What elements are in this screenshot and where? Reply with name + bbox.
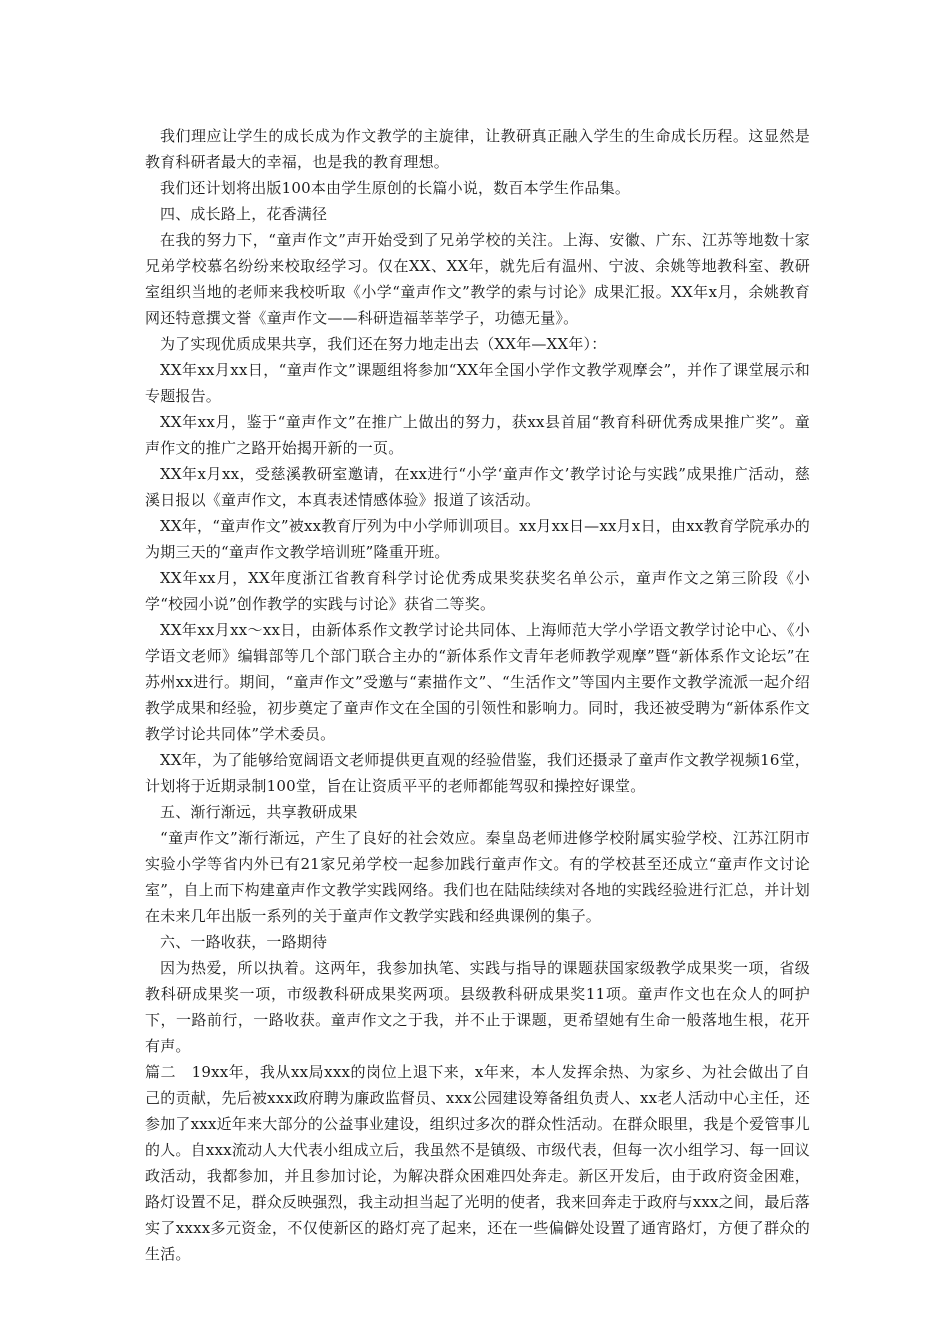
paragraph: 因为热爱，所以执着。这两年，我参加执笔、实践与指导的课题获国家级教学成果奖一项，省级教科研成果奖一项，市级教科研成果奖两项。县级教科研成果奖11项。童声作文也在众人的呵护下，一路前行，一路收获。童声作文之于我，并不止于课题，更希望她有生命一般落地生根，花开有声。 bbox=[145, 959, 810, 1055]
section-heading: 六、一路收获，一路期待 bbox=[160, 933, 328, 951]
paragraph: 我们理应让学生的成长成为作文教学的主旋律，让教研真正融入学生的生命成长历程。这显然是教育科研者最大的幸福，也是我的教育理想。 bbox=[145, 127, 810, 171]
paragraph: 为了实现优质成果共享，我们还在努力地走出去（XX年—XX年）： bbox=[160, 335, 607, 353]
section-heading: 四、成长路上，花香满径 bbox=[160, 205, 328, 223]
paragraph: XX年，“童声作文”被xx教育厅列为中小学师训项目。xx月xx日—xx月x日，由xx教育学院承办的为期三天的“童声作文教学培训班”隆重开班。 bbox=[145, 517, 810, 561]
paragraph: 我们还计划将出版100本由学生原创的长篇小说，数百本学生作品集。 bbox=[160, 179, 631, 197]
paragraph-part-two: 篇二 19xx年，我从xx局xxx的岗位上退下来，x年来，本人发挥余热、为家乡、为社会做出了自己的贡献，先后被xxx政府聘为廉政监督员、xxx公园建设筹备组负责人、xx老人活动中心主任，还参加了xxx近年来大部分的公益事业建设，组织过多次的群众性活动。在群众眼里，我是个爱管事儿的人。自xxx流动人大代表小组成立后，我虽然不是镇级、市级代表，但每一次小组学习、每一回议政活动，我都参加，并且参加讨论，为解决群众困难四处奔走。新区开发后，由于政府资金困难，路灯设置不足，群众反映强烈，我主动担当起了光明的使者，我来回奔走于政府与xxx之间，最后落实了xxxx多元资金，不仅使新区的路灯亮了起来，还在一些偏僻处设置了通宵路灯，方便了群众的生活。 bbox=[145, 1063, 810, 1263]
paragraph: XX年xx月，XX年度浙江省教育科学讨论优秀成果奖获奖名单公示，童声作文之第三阶段《小学“校园小说”创作教学的实践与讨论》获省二等奖。 bbox=[145, 569, 810, 613]
paragraph: XX年xx月xx日，“童声作文”课题组将参加“XX年全国小学作文教学观摩会”，并作了课堂展示和专题报告。 bbox=[145, 361, 810, 405]
paragraph: XX年，为了能够给宽阔语文老师提供更直观的经验借鉴，我们还摄录了童声作文教学视频16堂，计划将于近期录制100堂，旨在让资质平平的老师都能驾驭和操控好课堂。 bbox=[145, 751, 810, 795]
document-body bbox=[145, 123, 810, 1267]
paragraph: XX年xx月xx～xx日，由新体系作文教学讨论共同体、上海师范大学小学语文教学讨论中心、《小学语文老师》编辑部等几个部门联合主办的“新体系作文青年老师教学观摩”暨“新体系作文论坛”在苏州xx进行。期间，“童声作文”受邀与“素描作文”、“生活作文”等国内主要作文教学流派一起介绍教学成果和经验，初步奠定了童声作文在全国的引领性和影响力。同时，我还被受聘为“新体系作文教学讨论共同体”学术委员。 bbox=[145, 621, 810, 743]
paragraph: XX年x月xx，受慈溪教研室邀请，在xx进行“小学‘童声作文’教学讨论与实践”成果推广活动，慈溪日报以《童声作文，本真表述情感体验》报道了该活动。 bbox=[145, 465, 810, 509]
paragraph: XX年xx月，鉴于“童声作文”在推广上做出的努力，获xx县首届“教育科研优秀成果推广奖”。童声作文的推广之路开始揭开新的一页。 bbox=[145, 413, 810, 457]
paragraph: “童声作文”渐行渐远，产生了良好的社会效应。秦皇岛老师进修学校附属实验学校、江苏江阴市实验小学等省内外已有21家兄弟学校一起参加践行童声作文。有的学校甚至还成立“童声作文讨论室”，自上而下构建童声作文教学实践网络。我们也在陆陆续续对各地的实践经验进行汇总，并计划在未来几年出版一系列的关于童声作文教学实践和经典课例的集子。 bbox=[145, 829, 810, 925]
paragraph: 在我的努力下，“童声作文”声开始受到了兄弟学校的关注。上海、安徽、广东、江苏等地数十家兄弟学校慕名纷纷来校取经学习。仅在XX、XX年，就先后有温州、宁波、余姚等地教科室、教研室组织当地的老师来我校听取《小学“童声作文”教学的索与讨论》成果汇报。XX年x月，余姚教育网还特意撰文誉《童声作文——科研造福莘莘学子，功德无量》。 bbox=[145, 231, 810, 327]
section-heading: 五、渐行渐远，共享教研成果 bbox=[160, 803, 358, 821]
